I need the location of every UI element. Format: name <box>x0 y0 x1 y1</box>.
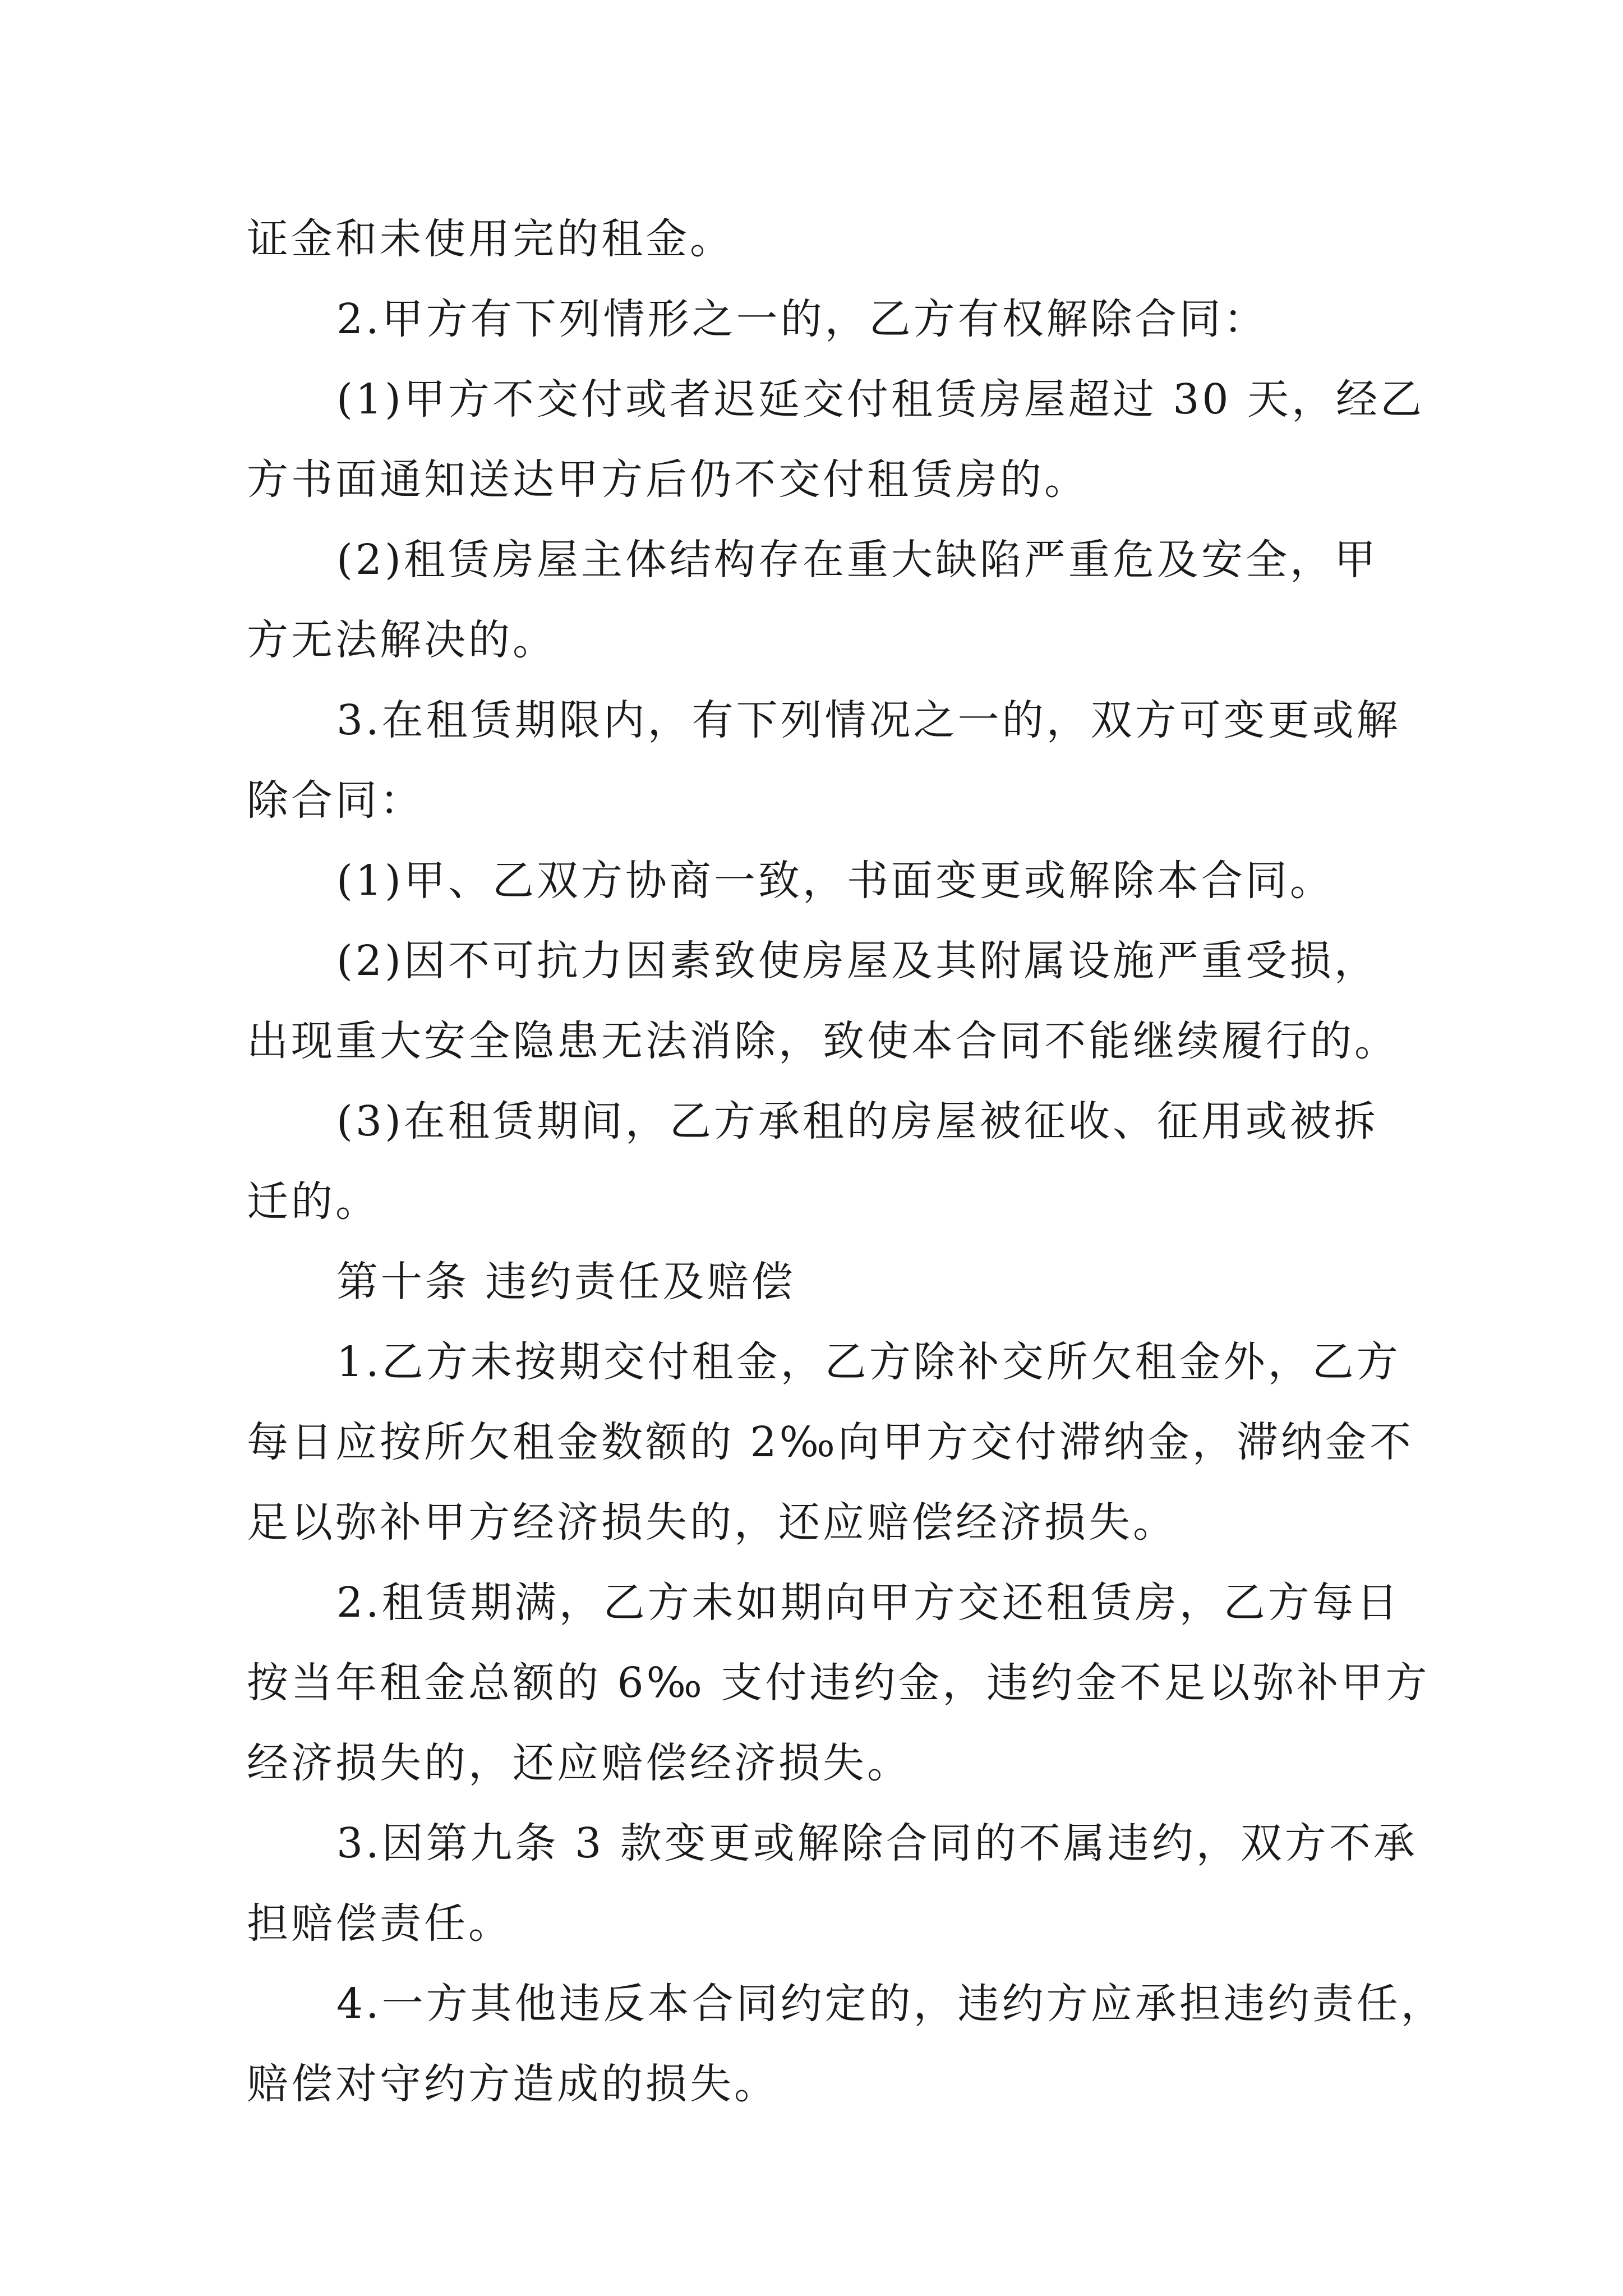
text-line: 经济损失的，还应赔偿经济损失。 <box>247 1739 911 1787</box>
text-line: (2)因不可抗力因素致使房屋及其附属设施严重受损， <box>336 937 1378 985</box>
text-line: (2)租赁房屋主体结构存在重大缺陷严重危及安全，甲 <box>336 536 1378 584</box>
clause-2-heading: 2.甲方有下列情形之一的，乙方有权解除合同： <box>336 295 1268 343</box>
text-line: 3.因第九条 3 款变更或解除合同的不属违约，双方不承 <box>336 1819 1418 1867</box>
text-line: 方无法解决的。 <box>247 616 557 664</box>
text-line: 除合同： <box>247 776 424 825</box>
text-line: 足以弥补甲方经济损失的，还应赔偿经济损失。 <box>247 1498 1177 1547</box>
text-line: 出现重大安全隐患无法消除，致使本合同不能继续履行的。 <box>247 1017 1399 1065</box>
text-line: 每日应按所欠租金数额的 2‰向甲方交付滞纳金，滞纳金不 <box>247 1418 1414 1466</box>
text-line: 证金和未使用完的租金。 <box>247 215 734 263</box>
text-line: 1.乙方未按期交付租金，乙方除补交所欠租金外，乙方 <box>336 1338 1401 1386</box>
document-body <box>247 199 1445 2124</box>
text-line: 迁的。 <box>247 1177 380 1226</box>
text-line: (1)甲、乙双方协商一致，书面变更或解除本合同。 <box>336 857 1334 905</box>
text-line: 方书面通知送达甲方后仍不交付租赁房的。 <box>247 455 1089 504</box>
text-line: 担赔偿责任。 <box>247 1899 513 1948</box>
text-line: 2.租赁期满，乙方未如期向甲方交还租赁房，乙方每日 <box>336 1579 1401 1627</box>
text-line: 赔偿对守约方造成的损失。 <box>247 2060 778 2108</box>
article-10-heading: 第十条 违约责任及赔偿 <box>336 1258 796 1306</box>
text-line: (3)在租赁期间，乙方承租的房屋被征收、征用或被拆 <box>336 1097 1378 1145</box>
text-line: 按当年租金总额的 6‰ 支付违约金，违约金不足以弥补甲方 <box>247 1659 1430 1707</box>
clause-3-heading: 3.在租赁期限内，有下列情况之一的，双方可变更或解 <box>336 696 1401 744</box>
text-line: 4.一方其他违反本合同约定的，违约方应承担违约责任， <box>336 1980 1445 2028</box>
text-line: (1)甲方不交付或者迟延交付租赁房屋超过 30 天，经乙 <box>336 375 1425 424</box>
